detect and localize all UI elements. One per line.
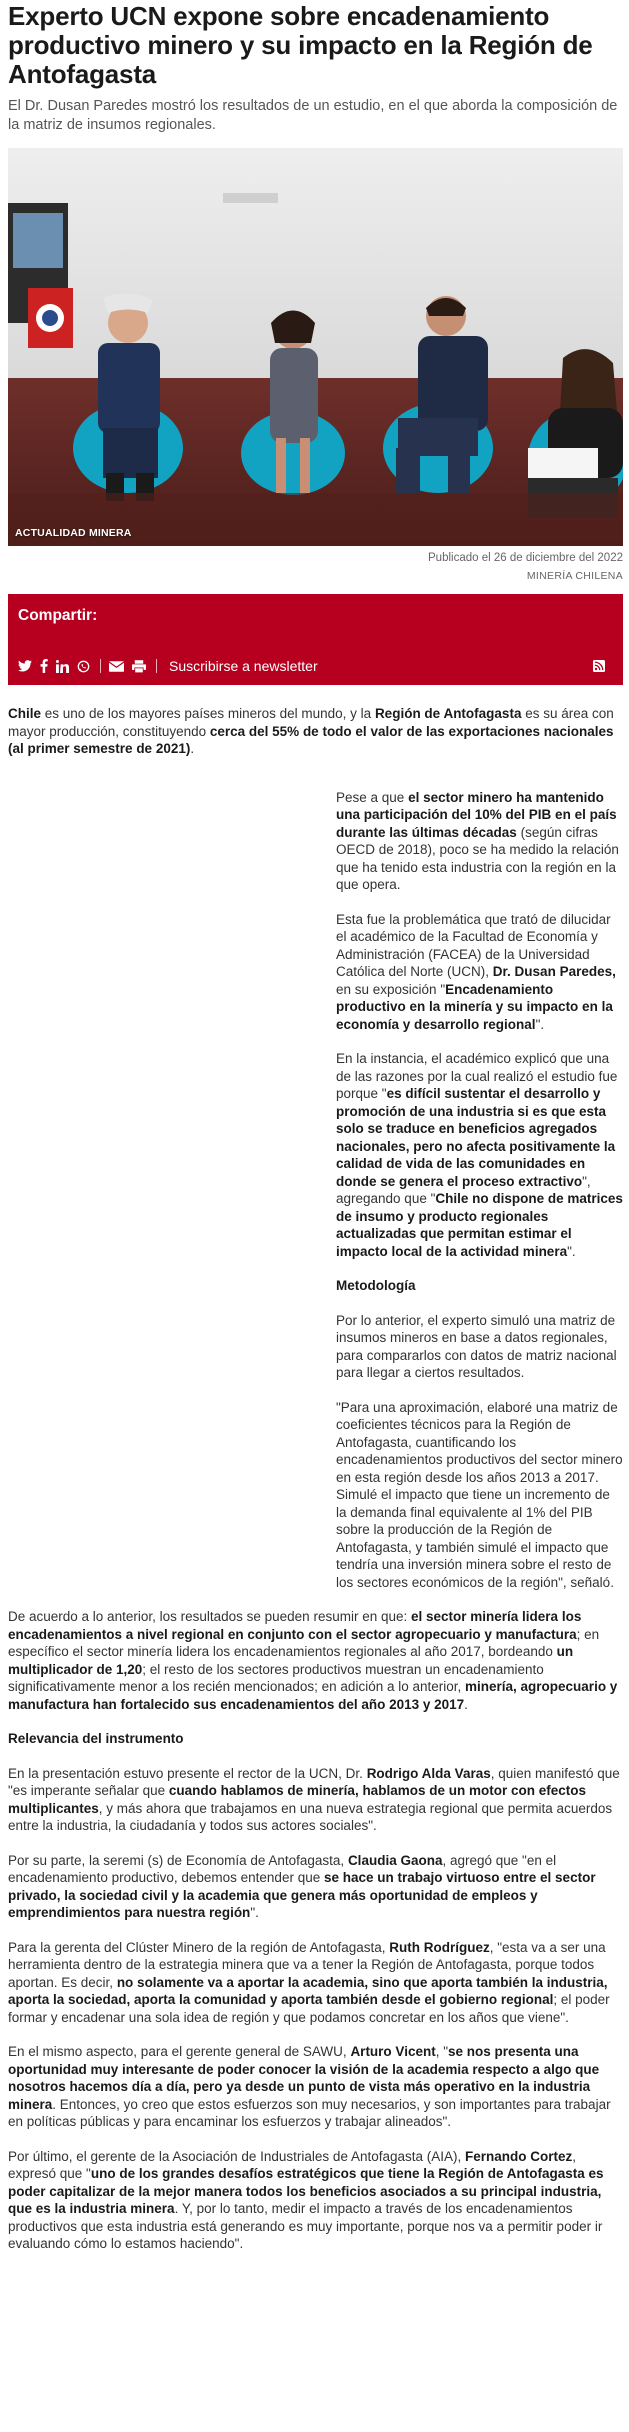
paragraph: En el mismo aspecto, para el gerente general de SAWU, Arturo Vicent, "se nos presenta una oportunidad muy interesante de poder conocer la visión de la academia respecto a algo que nosotros hacemos día a día, pero ya desde un punto de vista más operativo en la industria minera. Entonces, yo creo que estos esfuerzos son muy necesarios, y son importantes para trabajar en políticas públicas y para encaminar los esfuerzos y trabajar alineados". xyxy=(8,2044,611,2129)
share-bar xyxy=(18,656,613,676)
paragraph: En la presentación estuvo presente el rector de la UCN, Dr. Rodrigo Alda Varas, quien manifestó que "es imperante señalar que cuando hablamos de minería, hablamos de un motor con efectos multiplicantes, y más ahora que trabajamos en una nueva estrategia regional que permita acuerdos entre la industria, la ciudadanía y todos sus actores sociales". xyxy=(8,1765,620,1833)
source-label: MINERÍA CHILENA xyxy=(526,570,623,582)
narrow-column xyxy=(336,789,623,1592)
share-box xyxy=(8,594,623,685)
published-date: Publicado el 26 de diciembre del 2022 xyxy=(428,552,623,564)
section-heading: Metodología xyxy=(336,1278,416,1293)
paragraph: Por su parte, la seremi (s) de Economía de Antofagasta, Claudia Gaona, agregó que "en el encadenamiento productivo, debemos entender que se hace un trabajo virtuoso entre el sector privado, la sociedad civil y la academia que genera más oportunidad de empleos y emprendimientos para nuestra región". xyxy=(8,1852,596,1920)
paragraph: En la instancia, el académico explicó que una de las razones por la cual realizó el estudio fue porque "es difícil sustentar el desarrollo y promoción de una industria si es que esta solo se traduce en beneficios agregados nacionales, pero no afecta positivamente la calidad de vida de las comunidades en donde se genera el proceso extractivo", agregando que "Chile no dispone de matrices de insumo y producto regionales actualizadas que permitan estimar el impacto local de la actividad minera". xyxy=(336,1051,623,1259)
paragraph: Por lo anterior, el experto simuló una matriz de insumos mineros en base a datos regionales, para compararlos con datos de matriz nacional para llegar a ciertos resultados. xyxy=(336,1312,617,1380)
email-icon[interactable] xyxy=(109,658,124,674)
share-label: Compartir: xyxy=(18,607,98,624)
share-divider xyxy=(156,659,157,673)
article-photo xyxy=(8,148,623,546)
article-body xyxy=(8,705,623,2253)
whatsapp-icon[interactable] xyxy=(77,658,90,674)
paragraph: Chile es uno de los mayores países mineros del mundo, y la Región de Antofagasta es su área con mayor producción, constituyendo cerca del 55% de todo el valor de las exportaciones nacionales (al primer semestre de 2021). xyxy=(8,706,614,756)
rss-icon[interactable] xyxy=(593,658,605,674)
section-heading: Relevancia del instrumento xyxy=(8,1731,184,1746)
facebook-icon[interactable] xyxy=(40,658,48,674)
article-subtitle: El Dr. Dusan Paredes mostró los resultados de un estudio, en el que aborda la composición de la matriz de insumos regionales. xyxy=(8,98,618,133)
paragraph: Para la gerenta del Clúster Minero de la región de Antofagasta, Ruth Rodríguez, "esta va a ser una herramienta dentro de la estrategia minera que va a tener la Región de Antofagasta, porque todos aportan. Es decir, no solamente va a aportar la academia, sino que aporta también la industria, aporta la sociedad, aporta la comunidad y aporta también desde el gobierno regional; el poder formar y encadenar una sola idea de región y que podamos concretar en los años que viene". xyxy=(8,1939,610,2025)
twitter-icon[interactable] xyxy=(18,658,32,674)
print-icon[interactable] xyxy=(132,658,146,674)
panel-photo-illustration xyxy=(8,148,623,546)
share-divider xyxy=(100,659,101,673)
paragraph: Por último, el gerente de la Asociación de Industriales de Antofagasta (AIA), Fernando Cortez, expresó que "uno de los grandes desafíos estratégicos que tiene la Región de Antofagasta es poder capitalizar de la mejor manera todos los beneficios asociados a su principal industria, que es la industria minera. Y, por lo tanto, medir el impacto a través de los encadenamientos productivos que esta industria está generando es muy importante, porque nos va a permitir poder ir evaluando cómo lo estamos haciendo". xyxy=(8,2148,604,2251)
newsletter-link[interactable]: Suscribirse a newsletter xyxy=(169,658,318,674)
paragraph: De acuerdo a lo anterior, los resultados se pueden resumir en que: el sector minería lidera los encadenamientos a nivel regional en conjunto con el sector agropecuario y manufactura; en específico el sector minería lidera los encadenamientos regionales al año 2017, bordeando un multiplicador de 1,20; el resto de los sectores productivos muestran un encadenamiento significativamente menor a los recién mencionados; en adición a lo anterior, minería, agropecuario y manufactura han fortalecido sus encadenamientos del año 2013 y 2017. xyxy=(8,1609,618,1712)
paragraph: Pese a que el sector minero ha mantenido una participación del 10% del PIB en el país durante las últimas décadas (según cifras OECD de 2018), poco se ha medido la relación que ha tenido esta industria con la región en la que opera. xyxy=(336,789,619,892)
linkedin-icon[interactable] xyxy=(56,658,69,674)
article-title: Experto UCN expone sobre encadenamiento productivo minero y su impacto en la Región de Antofagasta xyxy=(8,1,593,89)
paragraph: Esta fue la problemática que trató de dilucidar el académico de la Facultad de Economía y Administración (FACEA) de la Universidad Católica del Norte (UCN), Dr. Dusan Paredes, en su exposición "Encadenamiento productivo en la minería y su impacto en la economía y desarrollo regional". xyxy=(336,911,616,1032)
photo-caption-tag: ACTUALIDAD MINERA xyxy=(15,527,132,539)
paragraph: "Para una aproximación, elaboré una matriz de coeficientes técnicos para la Región de Antofagasta, cuantificando los encadenamientos productivos del sector minero en esta región desde los años 2013 a 2017. Simulé el impacto que tiene un incremento de la demanda final equivalente al 1% del PIB sobre la producción de la Región de Antofagasta, y también simulé el impacto que tendría una inversión minera sobre el resto de los sectores económicos de la región", señaló. xyxy=(336,1399,623,1590)
